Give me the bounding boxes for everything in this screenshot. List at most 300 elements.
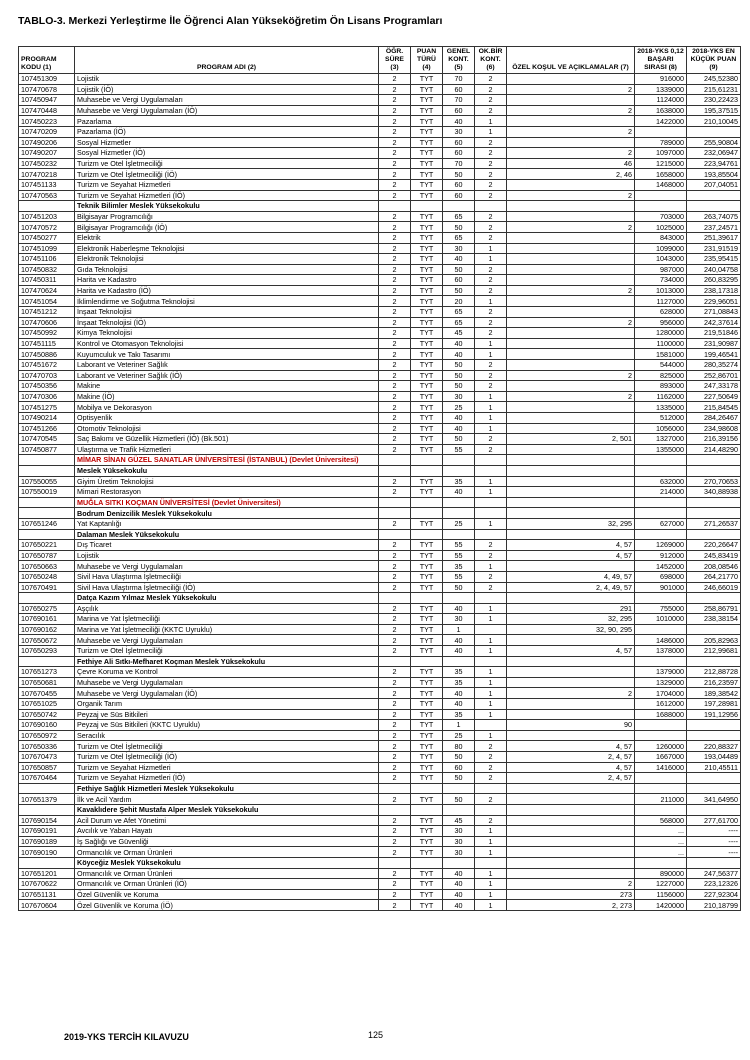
cell-sira (635, 773, 687, 784)
cell-min: 263,74075 (687, 211, 741, 222)
cell-min: 260,83295 (687, 275, 741, 286)
cell-min: ---- (687, 836, 741, 847)
cell-sira: 734000 (635, 275, 687, 286)
cell-min: 229,96051 (687, 296, 741, 307)
cell-ozel: 2 (507, 222, 635, 233)
cell-sira: 544000 (635, 360, 687, 371)
cell-name: Turizm ve Otel İşletmeciliği (75, 741, 379, 752)
cell-sure: 2 (379, 444, 411, 455)
cell-genel: 20 (443, 296, 475, 307)
cell-okbir: 1 (475, 900, 507, 911)
cell-genel: 70 (443, 95, 475, 106)
cell-empty (411, 508, 443, 519)
cell-name: Kontrol ve Otomasyon Teknolojisi (75, 338, 379, 349)
cell-sira: 1638000 (635, 105, 687, 116)
cell-empty (635, 465, 687, 476)
table-row (19, 328, 741, 339)
table-row (19, 688, 741, 699)
cell-genel: 50 (443, 370, 475, 381)
cell-empty (687, 529, 741, 540)
cell-empty (19, 455, 75, 466)
cell-sure: 2 (379, 254, 411, 265)
cell-min: 199,46541 (687, 349, 741, 360)
cell-okbir: 1 (475, 561, 507, 572)
cell-okbir: 2 (475, 169, 507, 180)
cell-sira: 1355000 (635, 444, 687, 455)
cell-name: Mobilya ve Dekorasyon (75, 402, 379, 413)
cell-code: 107490214 (19, 413, 75, 424)
cell-code: 107470678 (19, 84, 75, 95)
cell-ozel (507, 179, 635, 190)
cell-puan: TYT (411, 179, 443, 190)
cell-sure: 2 (379, 148, 411, 159)
cell-min: 227,92304 (687, 889, 741, 900)
table-row (19, 815, 741, 826)
table-row (19, 169, 741, 180)
cell-ozel (507, 254, 635, 265)
cell-sira: 627000 (635, 518, 687, 529)
cell-name: Peyzaj ve Süs Bitkileri (75, 709, 379, 720)
cell-empty (443, 465, 475, 476)
cell-ozel (507, 635, 635, 646)
cell-okbir: 1 (475, 868, 507, 879)
table-row (19, 105, 741, 116)
cell-genel: 40 (443, 889, 475, 900)
cell-code: 107670604 (19, 900, 75, 911)
cell-okbir: 2 (475, 95, 507, 106)
cell-okbir: 1 (475, 338, 507, 349)
cell-sira (635, 624, 687, 635)
cell-code: 107470545 (19, 434, 75, 445)
cell-empty (475, 201, 507, 212)
cell-ozel (507, 847, 635, 858)
cell-min: 210,45511 (687, 762, 741, 773)
cell-name: Turizm ve Otel İşletmeciliği (75, 646, 379, 657)
cell-genel: 35 (443, 709, 475, 720)
cell-sure: 2 (379, 137, 411, 148)
cell-sure: 2 (379, 879, 411, 890)
cell-name: Muhasebe ve Vergi Uygulamaları (İÖ) (75, 105, 379, 116)
cell-ozel (507, 296, 635, 307)
cell-min: 216,39156 (687, 434, 741, 445)
cell-code: 107650857 (19, 762, 75, 773)
cell-name: Seracılık (75, 730, 379, 741)
cell-okbir: 1 (475, 487, 507, 498)
cell-okbir: 2 (475, 211, 507, 222)
cell-puan: TYT (411, 169, 443, 180)
cell-genel: 40 (443, 646, 475, 657)
cell-min: 214,48290 (687, 444, 741, 455)
table-row (19, 635, 741, 646)
cell-puan: TYT (411, 84, 443, 95)
cell-sira: 956000 (635, 317, 687, 328)
cell-empty (507, 497, 635, 508)
cell-okbir: 1 (475, 518, 507, 529)
cell-puan: TYT (411, 158, 443, 169)
cell-ozel: 2, 46 (507, 169, 635, 180)
cell-empty (687, 656, 741, 667)
table-row (19, 74, 741, 85)
cell-empty (475, 783, 507, 794)
cell-puan: TYT (411, 423, 443, 434)
cell-code: 107690190 (19, 847, 75, 858)
cell-genel: 30 (443, 826, 475, 837)
cell-sure: 2 (379, 275, 411, 286)
table-row (19, 349, 741, 360)
cell-min: 195,37515 (687, 105, 741, 116)
cell-empty (411, 465, 443, 476)
cell-ozel: 4, 57 (507, 550, 635, 561)
cell-puan: TYT (411, 116, 443, 127)
cell-ozel: 2, 4, 57 (507, 773, 635, 784)
cell-puan: TYT (411, 264, 443, 275)
cell-sira: 1581000 (635, 349, 687, 360)
cell-sure: 2 (379, 285, 411, 296)
cell-sure: 2 (379, 540, 411, 551)
cell-min: 219,51846 (687, 328, 741, 339)
table-row (19, 243, 741, 254)
cell-ozel: 2 (507, 391, 635, 402)
cell-name: Ormancılık ve Orman Ürünleri (75, 847, 379, 858)
cell-genel: 40 (443, 688, 475, 699)
cell-puan: TYT (411, 275, 443, 286)
cell-name: Saç Bakımı ve Güzellik Hizmetleri (İÖ) (Bk.501) (75, 434, 379, 445)
cell-empty (379, 804, 411, 815)
cell-min: 280,35274 (687, 360, 741, 371)
cell-puan: TYT (411, 338, 443, 349)
cell-empty (379, 593, 411, 604)
cell-code: 107650742 (19, 709, 75, 720)
cell-name: Muhasebe ve Vergi Uygulamaları (75, 635, 379, 646)
cell-ozel (507, 667, 635, 678)
col-header-okbir: OK.BİR KONT. (6) (475, 47, 507, 74)
cell-name: Laborant ve Veteriner Sağlık (75, 360, 379, 371)
table-row (19, 158, 741, 169)
cell-code: 107470606 (19, 317, 75, 328)
cell-puan: TYT (411, 762, 443, 773)
cell-ozel: 32, 295 (507, 614, 635, 625)
cell-sira: 825000 (635, 370, 687, 381)
cell-empty (475, 497, 507, 508)
cell-code: 107450277 (19, 232, 75, 243)
cell-sure: 2 (379, 550, 411, 561)
table-row (19, 889, 741, 900)
cell-sira: ... (635, 826, 687, 837)
cell-genel: 35 (443, 476, 475, 487)
cell-genel: 40 (443, 635, 475, 646)
cell-sure: 2 (379, 328, 411, 339)
table-row (19, 137, 741, 148)
cell-min: 207,04051 (687, 179, 741, 190)
cell-sira: 1013000 (635, 285, 687, 296)
faculty-header-row (19, 593, 741, 604)
cell-sure: 2 (379, 646, 411, 657)
cell-ozel (507, 815, 635, 826)
cell-sira: 1688000 (635, 709, 687, 720)
cell-sure: 2 (379, 211, 411, 222)
cell-ozel (507, 349, 635, 360)
cell-empty (635, 508, 687, 519)
cell-puan: TYT (411, 232, 443, 243)
cell-empty (411, 497, 443, 508)
cell-puan: TYT (411, 614, 443, 625)
cell-sira: 1124000 (635, 95, 687, 106)
cell-ozel: 4, 57 (507, 741, 635, 752)
table-row (19, 307, 741, 318)
cell-sure: 2 (379, 307, 411, 318)
cell-name: Avcılık ve Yaban Hayatı (75, 826, 379, 837)
cell-okbir: 2 (475, 794, 507, 805)
cell-puan: TYT (411, 370, 443, 381)
cell-code: 107550055 (19, 476, 75, 487)
cell-sure: 2 (379, 762, 411, 773)
cell-genel: 60 (443, 190, 475, 201)
cell-name: Lojistik (75, 74, 379, 85)
cell-okbir: 2 (475, 84, 507, 95)
cell-genel: 80 (443, 741, 475, 752)
cell-min: 193,04489 (687, 752, 741, 763)
cell-puan: TYT (411, 307, 443, 318)
cell-empty (379, 201, 411, 212)
cell-sira: 628000 (635, 307, 687, 318)
cell-okbir: 2 (475, 444, 507, 455)
cell-min: 212,99681 (687, 646, 741, 657)
cell-genel: 50 (443, 381, 475, 392)
cell-genel: 55 (443, 540, 475, 551)
cell-okbir: 2 (475, 307, 507, 318)
cell-sure: 2 (379, 370, 411, 381)
cell-sira: 1215000 (635, 158, 687, 169)
cell-code: 107451106 (19, 254, 75, 265)
cell-okbir: 1 (475, 677, 507, 688)
cell-ozel (507, 677, 635, 688)
cell-name: Sivil Hava Ulaştırma İşletmeciliği (75, 571, 379, 582)
cell-sira: 1329000 (635, 677, 687, 688)
cell-min: 264,21770 (687, 571, 741, 582)
cell-code: 107670464 (19, 773, 75, 784)
cell-sira: 1260000 (635, 741, 687, 752)
cell-genel: 65 (443, 232, 475, 243)
cell-min: 340,88938 (687, 487, 741, 498)
cell-ozel: 4, 57 (507, 762, 635, 773)
cell-puan: TYT (411, 699, 443, 710)
cell-sure: 2 (379, 116, 411, 127)
cell-ozel (507, 211, 635, 222)
cell-sure: 2 (379, 741, 411, 752)
cell-name: Pazarlama (75, 116, 379, 127)
cell-okbir: 1 (475, 614, 507, 625)
cell-min: 231,91519 (687, 243, 741, 254)
cell-name: Harita ve Kadastro (75, 275, 379, 286)
cell-genel: 30 (443, 847, 475, 858)
cell-empty (687, 508, 741, 519)
cell-code: 107650221 (19, 540, 75, 551)
cell-empty (507, 529, 635, 540)
cell-min: 230,22423 (687, 95, 741, 106)
cell-okbir: 1 (475, 730, 507, 741)
cell-code: 107470209 (19, 126, 75, 137)
faculty-header-row (19, 783, 741, 794)
cell-ozel (507, 338, 635, 349)
cell-empty (635, 455, 687, 466)
col-header-ozel: ÖZEL KOŞUL VE AÇIKLAMALAR (7) (507, 47, 635, 74)
cell-ozel (507, 476, 635, 487)
cell-name: Kimya Teknolojisi (75, 328, 379, 339)
cell-okbir: 2 (475, 540, 507, 551)
cell-empty (475, 465, 507, 476)
col-header-code: PROGRAM KODU (1) (19, 47, 75, 74)
table-row (19, 561, 741, 572)
cell-sira: 1667000 (635, 752, 687, 763)
cell-ozel (507, 307, 635, 318)
cell-name: Muhasebe ve Vergi Uygulamaları (75, 561, 379, 572)
cell-min: ---- (687, 826, 741, 837)
cell-genel: 35 (443, 561, 475, 572)
cell-min (687, 720, 741, 731)
cell-min: 251,39617 (687, 232, 741, 243)
faculty-name: Meslek Yüksekokulu (75, 465, 379, 476)
table-row (19, 402, 741, 413)
cell-name: Dış Ticaret (75, 540, 379, 551)
cell-empty (475, 656, 507, 667)
cell-ozel: 273 (507, 889, 635, 900)
cell-ozel: 2 (507, 148, 635, 159)
cell-name: Turizm ve Seyahat Hizmetleri (İÖ) (75, 190, 379, 201)
cell-sure: 2 (379, 699, 411, 710)
faculty-name: Bodrum Denizcilik Meslek Yüksekokulu (75, 508, 379, 519)
cell-genel: 70 (443, 74, 475, 85)
cell-okbir: 1 (475, 826, 507, 837)
cell-puan: TYT (411, 677, 443, 688)
cell-genel: 50 (443, 434, 475, 445)
cell-name: Gıda Teknolojisi (75, 264, 379, 275)
table-row (19, 285, 741, 296)
cell-sira: 1468000 (635, 179, 687, 190)
cell-empty (379, 465, 411, 476)
cell-code: 107450886 (19, 349, 75, 360)
cell-okbir: 1 (475, 126, 507, 137)
cell-puan: TYT (411, 381, 443, 392)
cell-ozel: 2 (507, 84, 635, 95)
cell-name: Ulaştırma ve Trafik Hizmetleri (75, 444, 379, 455)
cell-name: Elektrik (75, 232, 379, 243)
cell-name: Ormancılık ve Orman Ürünleri (İÖ) (75, 879, 379, 890)
cell-empty (19, 465, 75, 476)
cell-sure: 2 (379, 720, 411, 731)
cell-sure: 2 (379, 423, 411, 434)
cell-empty (443, 201, 475, 212)
cell-code: 107690154 (19, 815, 75, 826)
cell-puan: TYT (411, 720, 443, 731)
cell-ozel (507, 74, 635, 85)
cell-empty (443, 593, 475, 604)
cell-okbir: 2 (475, 275, 507, 286)
cell-min: 270,70653 (687, 476, 741, 487)
cell-puan: TYT (411, 709, 443, 720)
cell-okbir: 2 (475, 741, 507, 752)
cell-name: Pazarlama (İÖ) (75, 126, 379, 137)
cell-puan: TYT (411, 74, 443, 85)
cell-code: 107490207 (19, 148, 75, 159)
cell-empty (687, 783, 741, 794)
cell-min: 284,26467 (687, 413, 741, 424)
cell-sira: 843000 (635, 232, 687, 243)
cell-ozel: 2 (507, 688, 635, 699)
cell-empty (475, 455, 507, 466)
cell-okbir: 1 (475, 709, 507, 720)
cell-genel: 40 (443, 900, 475, 911)
cell-sira: 1100000 (635, 338, 687, 349)
cell-code: 107451099 (19, 243, 75, 254)
table-row (19, 254, 741, 265)
cell-sira: 1280000 (635, 328, 687, 339)
table-row (19, 730, 741, 741)
cell-min: 271,26537 (687, 518, 741, 529)
cell-empty (19, 656, 75, 667)
cell-empty (411, 857, 443, 868)
cell-puan: TYT (411, 190, 443, 201)
page-number: 125 (368, 1030, 384, 1040)
cell-okbir: 1 (475, 879, 507, 890)
table-row (19, 518, 741, 529)
cell-ozel: 2, 501 (507, 434, 635, 445)
cell-sira: 1658000 (635, 169, 687, 180)
cell-genel: 60 (443, 148, 475, 159)
table-row (19, 879, 741, 890)
cell-sira: 1420000 (635, 900, 687, 911)
cell-empty (635, 804, 687, 815)
cell-puan: TYT (411, 148, 443, 159)
cell-ozel: 4, 57 (507, 540, 635, 551)
table-row (19, 836, 741, 847)
cell-genel: 40 (443, 699, 475, 710)
cell-sure: 2 (379, 773, 411, 784)
cell-okbir: 1 (475, 688, 507, 699)
cell-okbir: 2 (475, 74, 507, 85)
cell-code: 107470624 (19, 285, 75, 296)
cell-sure: 2 (379, 582, 411, 593)
cell-empty (443, 804, 475, 815)
cell-min: ---- (687, 847, 741, 858)
cell-sure: 2 (379, 360, 411, 371)
cell-ozel: 32, 90, 295 (507, 624, 635, 635)
university-header-row (19, 455, 741, 466)
cell-empty (379, 783, 411, 794)
cell-sira: 1339000 (635, 84, 687, 95)
table-row (19, 667, 741, 678)
cell-sure: 2 (379, 222, 411, 233)
cell-empty (507, 804, 635, 815)
cell-code: 107450311 (19, 275, 75, 286)
cell-puan: TYT (411, 254, 443, 265)
cell-empty (443, 783, 475, 794)
cell-genel: 25 (443, 402, 475, 413)
cell-empty (507, 465, 635, 476)
cell-sira: 512000 (635, 413, 687, 424)
table-row (19, 116, 741, 127)
cell-empty (687, 201, 741, 212)
cell-sira: 755000 (635, 603, 687, 614)
cell-ozel: 2 (507, 126, 635, 137)
cell-genel: 40 (443, 868, 475, 879)
cell-empty (379, 497, 411, 508)
cell-sure: 2 (379, 614, 411, 625)
faculty-name: Dalaman Meslek Yüksekokulu (75, 529, 379, 540)
cell-sira: 1025000 (635, 222, 687, 233)
cell-puan: TYT (411, 137, 443, 148)
cell-sira: 1327000 (635, 434, 687, 445)
cell-puan: TYT (411, 540, 443, 551)
